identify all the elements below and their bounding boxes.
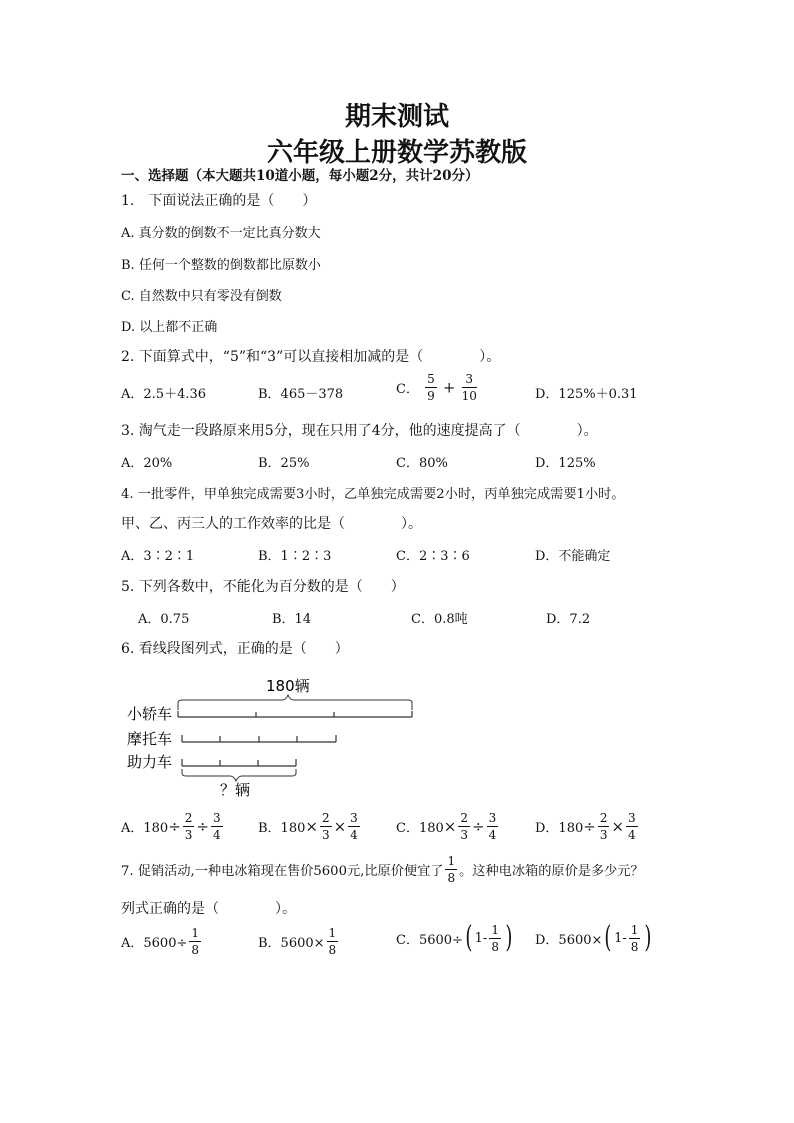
question-5-option-c: C．0.8吨 [411, 612, 468, 627]
segment-car [178, 711, 412, 717]
question-3-option-c: C．80% [396, 456, 448, 471]
question-4-stem-line2: 甲、乙、丙三人的工作效率的比是（ ）。 [121, 516, 422, 532]
option-c-label: C． [396, 382, 419, 397]
question-1-option-d: D. 以上都不正确 [121, 320, 218, 335]
fraction: $\frac{2}{3}$ [460, 811, 468, 842]
row-label-motorcycle: 摩托车 [127, 730, 173, 748]
fraction: $\frac{1}{8}$ [191, 926, 200, 957]
question-6-stem: 6. 看线段图列式，正确的是（ ） [121, 641, 349, 657]
fraction: $\frac{3}{4}$ [213, 811, 221, 842]
question-3-option-d: D．125% [535, 456, 596, 471]
fraction: $\frac{3}{4}$ [350, 811, 358, 842]
segment-motorcycle [182, 735, 336, 742]
fraction: $\frac{3}{4}$ [488, 811, 497, 842]
question-6-option-d: D．180÷ $\frac{2}{3}$ × $\frac{3}{4}$ [535, 811, 636, 842]
fraction: $\frac{3}{4}$ [628, 811, 636, 842]
fraction: $\frac{2}{3}$ [321, 811, 330, 842]
row-label-car: 小轿车 [127, 705, 173, 723]
question-1-stem: 1. 下面说法正确的是（ ） [121, 193, 317, 209]
question-5-option-a: A．0.75 [138, 612, 190, 627]
fraction: $\frac{1}{8}$ [447, 854, 456, 885]
fraction: $\frac{2}{3}$ [599, 811, 608, 842]
page-subtitle: 六年级上册数学苏教版 [266, 138, 527, 168]
row-label-moped: 助力车 [127, 753, 173, 771]
question-3-option-b: B．25% [258, 456, 310, 471]
right-paren: ) [505, 920, 513, 955]
question-2-option-b: B．465－378 [258, 387, 344, 402]
question-3-option-a: A．20% [121, 456, 173, 471]
plus-sign: + [442, 378, 456, 397]
fraction: $\frac{1}{8}$ [328, 926, 337, 957]
question-5-option-d: D．7.2 [546, 612, 591, 627]
fraction: $\frac{1}{8}$ [630, 922, 639, 954]
right-paren: ) [644, 920, 652, 955]
line-segment-diagram [120, 672, 430, 802]
question-6-option-b: B．180× $\frac{2}{3}$ × $\frac{3}{4}$ [258, 811, 358, 842]
question-4-stem-line1: 4. 一批零件，甲单独完成需要3小时，乙单独完成需要2小时，丙单独完成需要1小时。 [121, 487, 625, 502]
total-label: 180辆 [266, 677, 310, 695]
fraction: $\frac{2}{3}$ [184, 811, 193, 842]
question-3-stem: 3. 淘气走一段路原来用5分，现在只用了4分，他的速度提高了（ ）。 [121, 423, 598, 439]
question-4-option-c: C．2∶3∶6 [396, 549, 470, 564]
question-7-option-b: B．5600× $\frac{1}{8}$ [258, 926, 337, 957]
question-2-option-a: A．2.5＋4.36 [121, 387, 207, 402]
page-title: 期末测试 [344, 102, 449, 132]
left-paren: ( [604, 920, 612, 955]
unknown-label: ？辆 [220, 781, 251, 799]
question-1-option-b: B. 任何一个整数的倒数都比原数小 [121, 258, 321, 273]
question-2-option-d: D．125%＋0.31 [535, 387, 638, 402]
fraction: $\frac{1}{8}$ [491, 922, 499, 954]
question-7-option-d: D．5600×( 1- $\frac{1}{8}$ ) [535, 920, 652, 955]
question-4-option-a: A．3∶2∶1 [121, 549, 195, 564]
section-heading: 一、选择题（本大题共10道小题，每小题2分，共计20分） [121, 168, 479, 184]
question-7-stem-line2: 列式正确的是（ ）。 [121, 901, 296, 917]
question-2-option-c [396, 373, 479, 402]
question-4-option-b: B．1∶2∶3 [258, 549, 332, 564]
question-7-option-c: C．5600÷( 1- $\frac{1}{8}$ ) [396, 920, 513, 955]
question-7-option-a: A．5600÷ $\frac{1}{8}$ [121, 926, 200, 957]
question-6-option-a: A．180÷ $\frac{2}{3}$ ÷ $\frac{3}{4}$ [121, 811, 221, 842]
segment-moped [182, 759, 296, 766]
question-5-stem: 5. 下列各数中，不能化为百分数的是（ ） [121, 579, 405, 595]
left-paren: ( [465, 920, 473, 955]
question-7-stem-line1: 7. 促销活动,一种电冰箱现在售价5600元,比原价便宜了 $\frac{1}{8}$ 。这种电冰箱的原价是多少元？ [121, 854, 644, 885]
total-brace [178, 695, 412, 710]
question-1-option-a: A. 真分数的倒数不一定比真分数大 [121, 226, 321, 241]
question-6-option-c: C．180× $\frac{2}{3}$ ÷ $\frac{3}{4}$ [396, 811, 497, 842]
question-4-option-d: D．不能确定 [535, 549, 611, 564]
question-2-stem: 2. 下面算式中，“5”和“3”可以直接相加减的是（ ）。 [121, 349, 501, 365]
fraction: $\frac{5}{9}$ [427, 372, 435, 403]
unknown-brace [182, 769, 296, 781]
fraction: $\frac{3}{10}$ [461, 372, 477, 403]
question-5-option-b: B．14 [272, 612, 312, 627]
question-1-option-c: C. 自然数中只有零没有倒数 [121, 289, 282, 304]
